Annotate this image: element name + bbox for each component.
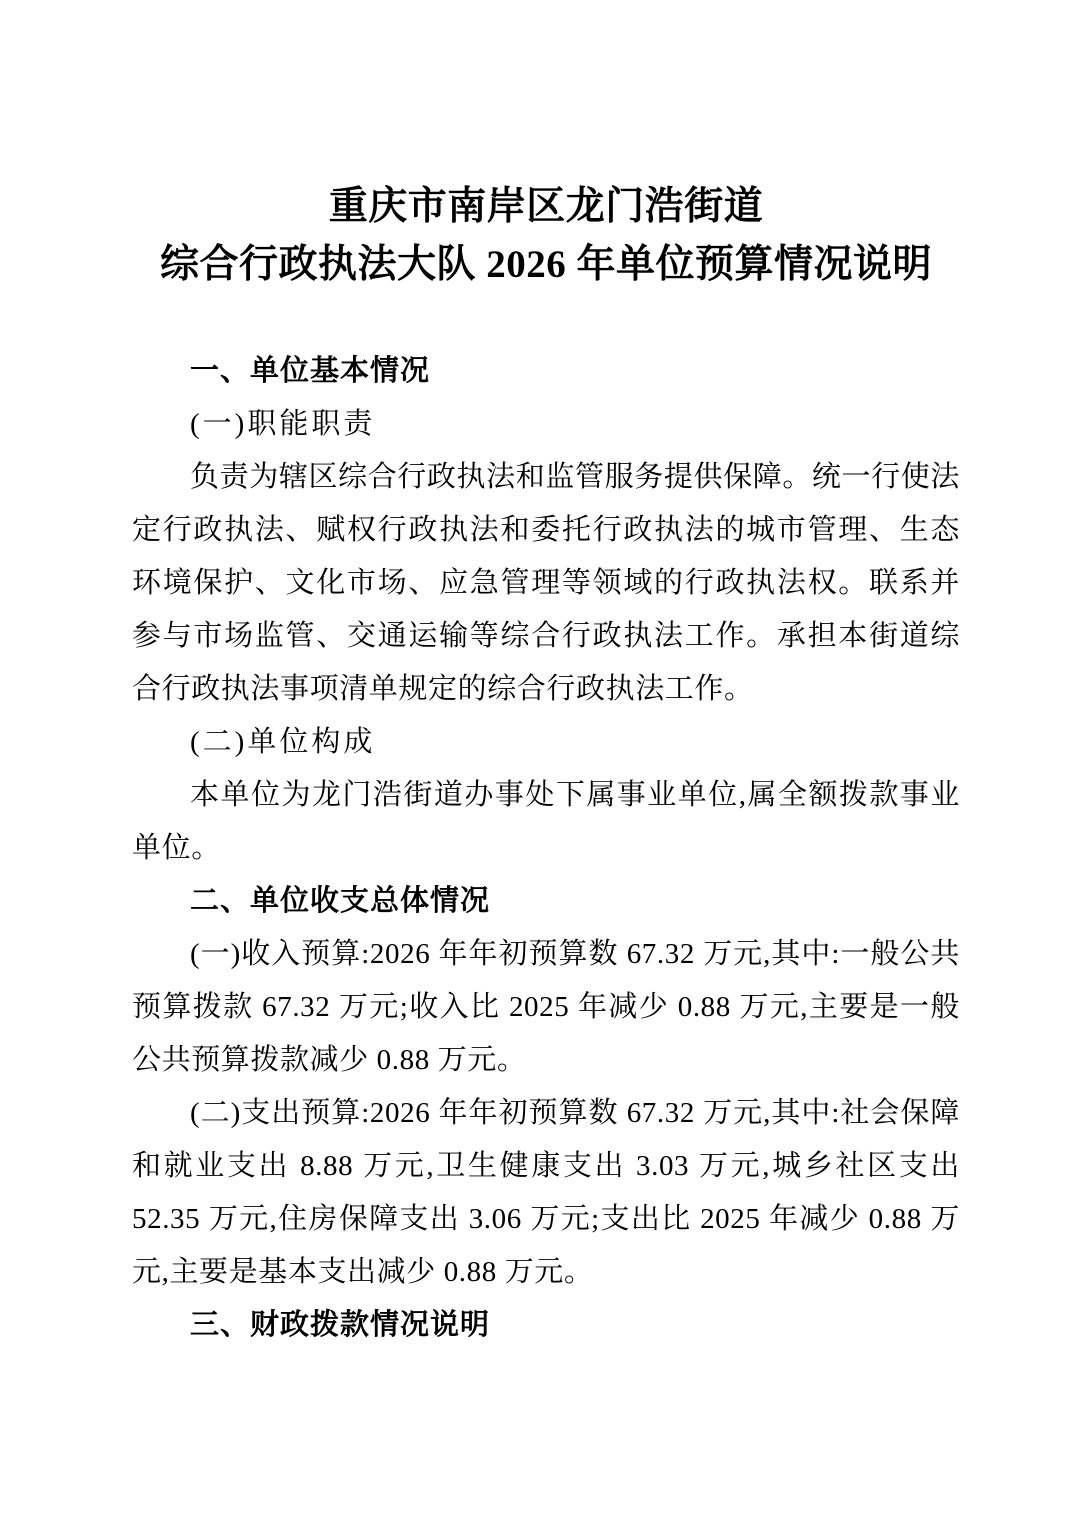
document-title-line2: 综合行政执法大队 2026 年单位预算情况说明 <box>159 243 932 286</box>
subsection-heading: (一)职能职责 <box>190 408 376 440</box>
document-title-line1: 重庆市南岸区龙门浩街道 <box>328 185 764 228</box>
document-title <box>132 178 960 294</box>
body-paragraph: 本单位为龙门浩街道办事处下属事业单位,属全额拨款事业单位。 <box>132 779 960 864</box>
section-heading: 一、单位基本情况 <box>190 355 431 387</box>
document-body <box>132 345 960 1352</box>
section-heading: 二、单位收支总体情况 <box>190 885 491 917</box>
subsection-heading: (二)单位构成 <box>190 726 376 758</box>
body-paragraph: (二)支出预算:2026 年年初预算数 67.32 万元,其中:社会保障和就业支出 8.88 万元,卫生健康支出 3.03 万元,城乡社区支出 52.35 万元,住房保障支出 3.06 万元;支出比 2025 年减少 0.88 万元,主要是基本支出减少 0.88 万元。 <box>132 1097 960 1288</box>
body-paragraph: 负责为辖区综合行政执法和监管服务提供保障。统一行使法定行政执法、赋权行政执法和委托行政执法的城市管理、生态环境保护、文化市场、应急管理等领域的行政执法权。联系并参与市场监管、交通运输等综合行政执法工作。承担本街道综合行政执法事项清单规定的综合行政执法工作。 <box>132 461 960 705</box>
section-heading: 三、财政拨款情况说明 <box>190 1309 491 1341</box>
body-paragraph: (一)收入预算:2026 年年初预算数 67.32 万元,其中:一般公共预算拨款 67.32 万元;收入比 2025 年减少 0.88 万元,主要是一般公共预算拨款减少 0.88 万元。 <box>132 938 960 1076</box>
